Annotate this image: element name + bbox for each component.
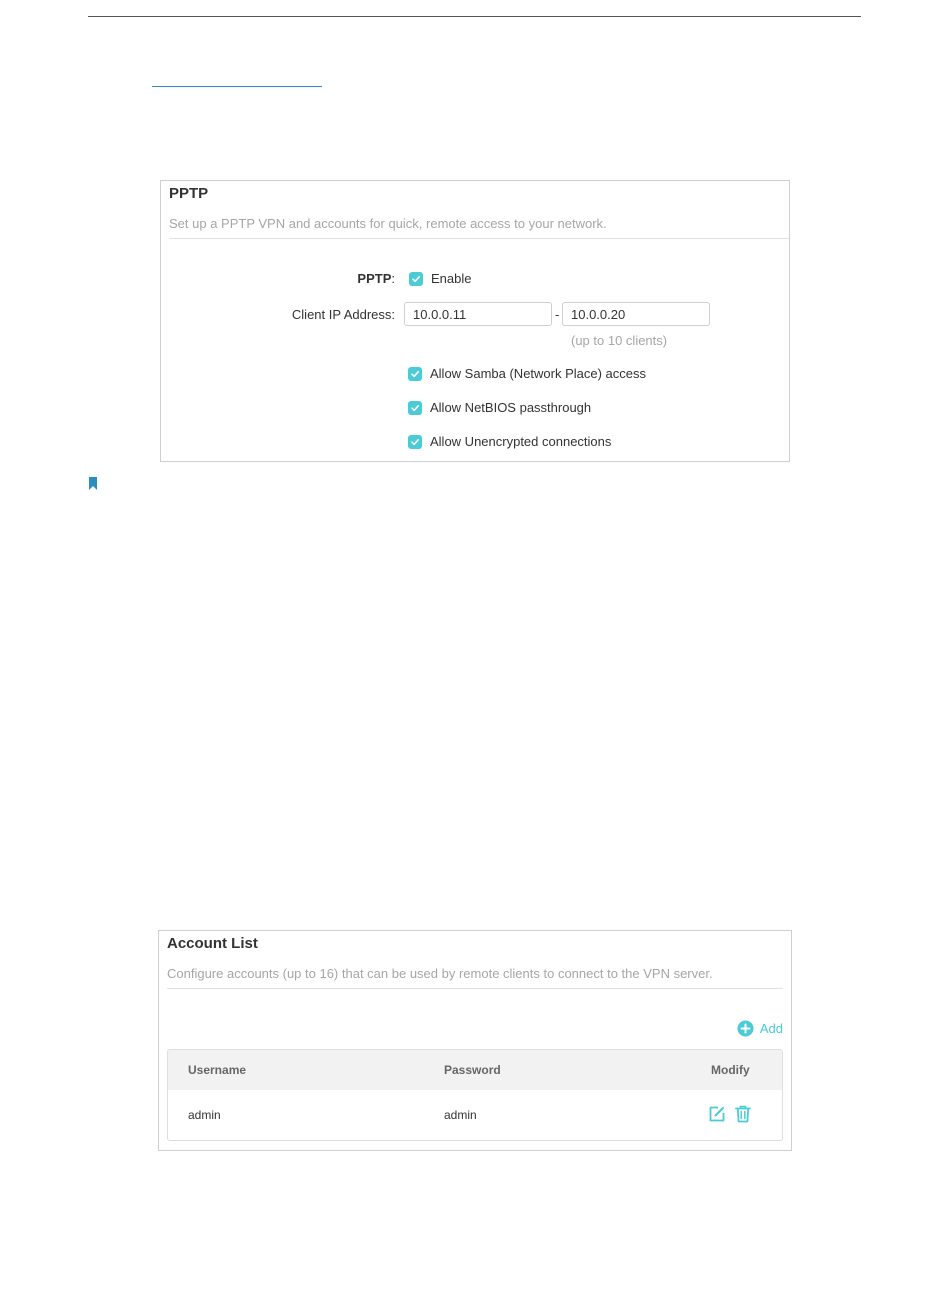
allow-unencrypted-label: Allow Unencrypted connections bbox=[430, 434, 612, 449]
pptp-enable-checkbox[interactable] bbox=[409, 271, 471, 286]
trash-icon[interactable] bbox=[735, 1105, 751, 1123]
ip-range-hint: (up to 10 clients) bbox=[571, 333, 668, 348]
pptp-panel-description: Set up a PPTP VPN and accounts for quick, remote access to your network. bbox=[169, 216, 607, 231]
add-account-button[interactable] bbox=[737, 1020, 783, 1037]
page-header-rule bbox=[88, 16, 861, 17]
enable-label: Enable bbox=[431, 271, 472, 286]
row-actions bbox=[708, 1105, 751, 1123]
table-row bbox=[168, 1090, 782, 1140]
allow-unencrypted-checkbox[interactable] bbox=[408, 434, 611, 449]
row-password: admin bbox=[444, 1108, 477, 1122]
allow-samba-label: Allow Samba (Network Place) access bbox=[430, 366, 647, 381]
check-icon[interactable] bbox=[408, 401, 422, 415]
account-table bbox=[167, 1049, 783, 1141]
account-list-divider bbox=[167, 988, 783, 989]
client-ip-label: Client IP Address: bbox=[291, 307, 395, 322]
account-list-panel bbox=[158, 930, 792, 1151]
add-label: Add bbox=[759, 1021, 783, 1036]
pptp-panel-title: PPTP bbox=[169, 185, 209, 202]
column-header-password: Password bbox=[444, 1063, 501, 1077]
column-header-username: Username bbox=[188, 1063, 247, 1077]
check-icon[interactable] bbox=[408, 435, 422, 449]
table-header bbox=[168, 1050, 782, 1090]
account-list-description: Configure accounts (up to 16) that can be used by remote clients to connect to the VPN server. bbox=[167, 966, 713, 981]
check-icon[interactable] bbox=[408, 367, 422, 381]
pptp-label-colon: : bbox=[391, 271, 395, 286]
client-ip-end-input[interactable] bbox=[562, 302, 710, 326]
allow-netbios-label: Allow NetBIOS passthrough bbox=[430, 400, 592, 415]
pptp-panel bbox=[160, 180, 790, 462]
column-header-modify: Modify bbox=[711, 1063, 750, 1077]
account-list-title: Account List bbox=[167, 935, 258, 952]
client-ip-start-input[interactable] bbox=[404, 302, 552, 326]
edit-icon[interactable] bbox=[708, 1105, 726, 1123]
allow-samba-checkbox[interactable] bbox=[408, 366, 646, 381]
hyperlink-underline[interactable] bbox=[152, 86, 322, 87]
pptp-label bbox=[311, 271, 395, 286]
row-username: admin bbox=[188, 1108, 221, 1122]
pptp-panel-divider bbox=[169, 238, 789, 239]
check-icon[interactable] bbox=[409, 272, 423, 286]
pptp-label-text: PPTP bbox=[357, 271, 392, 286]
plus-circle-icon[interactable] bbox=[737, 1020, 754, 1037]
bookmark-icon bbox=[89, 477, 97, 495]
allow-netbios-checkbox[interactable] bbox=[408, 400, 591, 415]
ip-range-separator: - bbox=[555, 307, 560, 322]
